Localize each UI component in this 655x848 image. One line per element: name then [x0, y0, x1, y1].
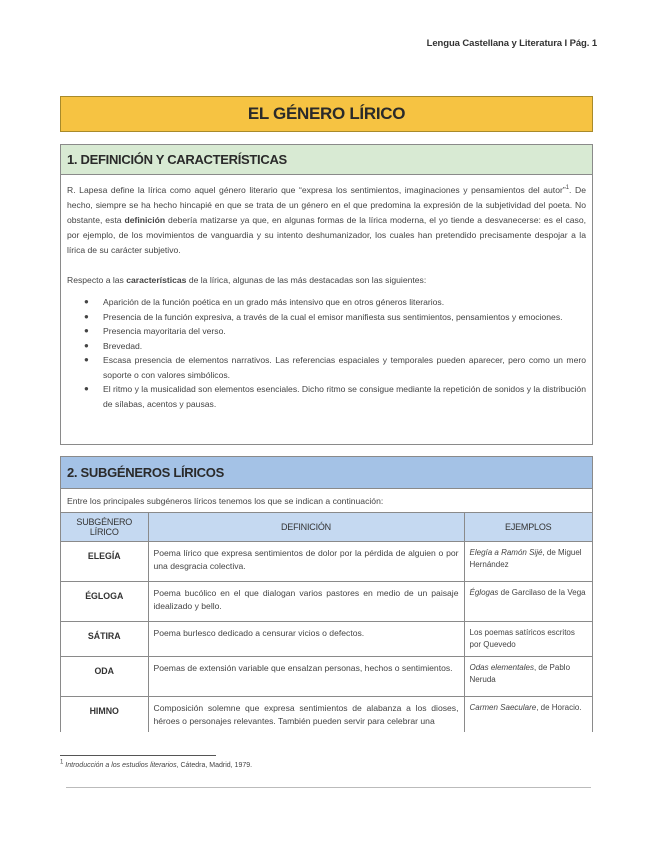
- section-intro: Entre los principales subgéneros líricos tenemos los que se indican a continuación:: [61, 489, 592, 513]
- bullet-icon: ●: [84, 311, 89, 321]
- bullet-icon: ●: [84, 384, 89, 393]
- subgenre-definition: Composición solemne que expresa sentimientos de alabanza a los dioses, héroes o personajes relevantes. También pueden servir para celebrar una: [148, 697, 464, 733]
- list-item: [84, 339, 586, 354]
- table-row: [61, 582, 592, 622]
- footnote-divider: [60, 755, 216, 756]
- footnote-text: , Cátedra, Madrid, 1979.: [176, 762, 253, 769]
- subgenre-example: [464, 622, 592, 657]
- subgenre-example: [464, 542, 592, 582]
- text-run: R. Lapesa define la lírica como aquel género literario que “expresa los sentimientos, imaginaciones y pensamientos del autor”: [67, 185, 566, 195]
- list-item-text: Presencia mayoritaria del verso.: [103, 326, 226, 336]
- section-heading: 2. SUBGÉNEROS LÍRICOS: [61, 457, 592, 489]
- footnote-ref[interactable]: 1: [565, 185, 570, 192]
- column-header-examples: EJEMPLOS: [464, 513, 592, 542]
- paragraph-characteristics: [67, 273, 586, 288]
- subgenre-name: ODA: [61, 657, 148, 697]
- example-text: de Garcilaso de la Vega: [498, 588, 586, 597]
- table-row: [61, 542, 592, 582]
- list-item-text: Escasa presencia de elementos narrativos. Las referencias espaciales y temporales pueden aparecer, pero como un mero soporte o con valores simbólicos.: [103, 355, 586, 380]
- table-row: [61, 622, 592, 657]
- bold-term: características: [126, 275, 187, 285]
- list-item-text: El ritmo y la musicalidad son elementos esenciales. Dicho ritmo se consigue mediante la repetición de sonidos y la distribución de sílabas, acentos y pausas.: [103, 384, 586, 409]
- section-definition: [60, 144, 593, 445]
- subgenre-definition: Poema lírico que expresa sentimientos de dolor por la pérdida de alguien o por una desgracia colectiva.: [148, 542, 464, 582]
- section-body: [61, 175, 592, 411]
- bullet-icon: ●: [84, 340, 89, 350]
- list-item-text: Aparición de la función poética en un grado más intensivo que en otros géneros literarios.: [103, 297, 445, 307]
- table-row: [61, 657, 592, 697]
- example-title: Carmen Saeculare: [469, 703, 537, 712]
- subgenre-name: ELEGÍA: [61, 542, 148, 582]
- footnote-title: Introducción a los estudios literarios: [65, 762, 177, 769]
- example-text: , de Miguel Hernández: [469, 548, 582, 569]
- subgenre-name: HIMNO: [61, 697, 148, 733]
- subgenres-table: [61, 513, 592, 732]
- list-item-text: Brevedad.: [103, 340, 143, 351]
- column-header-definition: DEFINICIÓN: [148, 513, 464, 542]
- bullet-icon: ●: [84, 355, 89, 364]
- subgenre-definition: Poema bucólico en el que dialogan varios pastores en medio de un paisaje idealizado y bello.: [148, 582, 464, 622]
- footnote-number: 1: [60, 759, 64, 766]
- subgenre-definition: Poemas de extensión variable que ensalzan personas, hechos o sentimientos.: [148, 657, 464, 697]
- section-heading: 1. DEFINICIÓN Y CARACTERÍSTICAS: [61, 145, 592, 175]
- list-item: [84, 353, 586, 382]
- list-item-text: Presencia de la función expresiva, a través de la cual el emisor manifiesta sus sentimientos, pensamientos y emociones.: [103, 311, 563, 322]
- example-text: , de Horacio.: [536, 703, 582, 712]
- running-header: Lengua Castellana y Literatura I Pág. 1: [426, 38, 597, 49]
- paragraph-definition: [67, 183, 586, 258]
- bullet-icon: ●: [84, 326, 89, 335]
- subgenre-example: [464, 697, 592, 733]
- subgenre-example: [464, 657, 592, 697]
- list-item: [84, 295, 586, 310]
- text-run: de la lírica, algunas de las más destacadas son las siguientes:: [186, 275, 427, 285]
- section-subgenres: [60, 456, 593, 732]
- table-header-row: [61, 513, 592, 542]
- footnote: [60, 759, 253, 769]
- example-title: Odas elementales: [469, 663, 534, 672]
- footer-divider: [66, 787, 591, 788]
- bold-term: definición: [124, 215, 166, 225]
- example-title: Elegía a Ramón Sijé: [469, 548, 543, 557]
- table-row: [61, 697, 592, 733]
- list-item: [84, 310, 586, 325]
- subgenre-name: SÁTIRA: [61, 622, 148, 657]
- example-text: Los poemas satíricos escritos por Quevedo: [469, 628, 575, 649]
- example-title: Églogas: [469, 588, 499, 597]
- text-run: . De hecho, siempre se ha hecho hincapié en que se trata de un género en el que predomina la expresión de la subjetividad del poeta. No obstante, esta: [67, 185, 586, 225]
- list-item: [84, 382, 586, 411]
- subgenre-name: ÉGLOGA: [61, 582, 148, 622]
- column-header-subgenre: SUBGÉNERO LÍRICO: [61, 513, 148, 542]
- page-title: EL GÉNERO LÍRICO: [60, 96, 593, 132]
- bullet-icon: ●: [84, 297, 89, 306]
- text-run: Respecto a las: [67, 275, 127, 285]
- list-item: [84, 324, 586, 339]
- text-run: debería matizarse ya que, en algunas formas de la lírica moderna, el yo tiende a desvanecerse: es el caso, por ejemplo, de los movimientos de vanguardia y su intento deshumanizador, los cuales han pretendido precisamente despojar a la lírica de su carácter subjetivo.: [67, 215, 586, 255]
- characteristics-list: [67, 295, 586, 411]
- subgenre-definition: Poema burlesco dedicado a censurar vicios o defectos.: [148, 622, 464, 657]
- subgenre-example: [464, 582, 592, 622]
- example-text: , de Pablo Neruda: [469, 663, 571, 684]
